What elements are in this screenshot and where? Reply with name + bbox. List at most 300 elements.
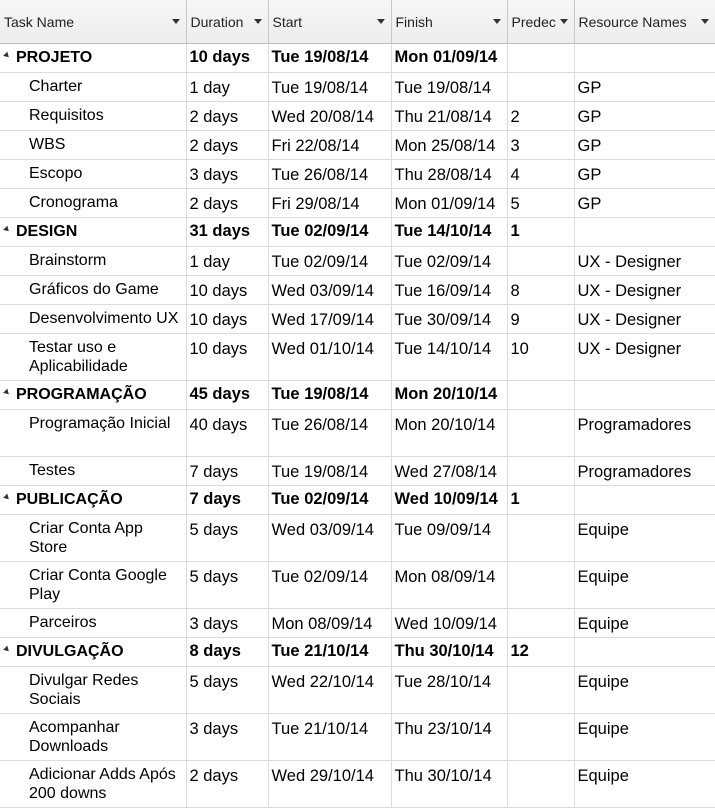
duration-cell[interactable]: [186, 44, 268, 73]
task-row[interactable]: [0, 189, 715, 218]
start-cell-text: Mon 08/09/14: [271, 615, 373, 633]
predecessors-cell-text: [511, 73, 571, 79]
duration-cell-text: 5 days: [189, 568, 239, 586]
finish-cell-text: Tue 14/10/14: [394, 340, 492, 358]
resource-names-cell-text: UX - Designer: [577, 253, 682, 271]
start-cell[interactable]: [268, 562, 391, 609]
task-rows: [0, 44, 715, 808]
task-name-text: Escopo: [29, 165, 83, 182]
resource-names-cell-text: Equipe: [577, 568, 629, 586]
duration-cell[interactable]: [186, 276, 268, 305]
predecessors-cell[interactable]: [507, 102, 574, 131]
start-cell[interactable]: [268, 334, 391, 381]
resource-names-cell[interactable]: [574, 761, 715, 808]
resource-names-cell-text: [578, 638, 712, 642]
task-name-cell[interactable]: [0, 276, 186, 305]
finish-cell-text: Tue 28/10/14: [394, 673, 492, 691]
start-cell[interactable]: [268, 410, 391, 457]
task-row[interactable]: [0, 457, 715, 486]
duration-cell-text: 10 days: [189, 311, 248, 329]
task-row[interactable]: [0, 102, 715, 131]
task-row[interactable]: [0, 410, 715, 457]
resource-names-cell[interactable]: [574, 714, 715, 761]
finish-cell-text: Wed 10/09/14: [394, 490, 498, 508]
predecessors-cell[interactable]: [507, 44, 574, 73]
chevron-down-icon[interactable]: [254, 19, 262, 24]
start-cell[interactable]: [268, 102, 391, 131]
task-row[interactable]: [0, 562, 715, 609]
start-cell-text: Wed 01/10/14: [271, 340, 374, 358]
resource-names-cell-text: UX - Designer: [577, 282, 682, 300]
predecessors-cell-text: 9: [510, 311, 520, 329]
finish-cell-text: Tue 16/09/14: [394, 282, 492, 300]
chevron-down-icon[interactable]: [493, 19, 501, 24]
predecessors-cell-text: [511, 761, 571, 767]
duration-cell[interactable]: [186, 457, 268, 486]
finish-cell[interactable]: [391, 334, 507, 381]
resource-names-cell[interactable]: [574, 189, 715, 218]
summary-task-row[interactable]: [0, 381, 715, 410]
finish-cell[interactable]: [391, 73, 507, 102]
predecessors-cell-text: [511, 247, 571, 253]
predecessors-cell[interactable]: [507, 276, 574, 305]
column-header-label: Duration: [190, 13, 244, 30]
task-name-cell[interactable]: [0, 410, 186, 457]
column-header-label: Predec: [511, 13, 556, 30]
start-cell[interactable]: [268, 73, 391, 102]
resource-names-cell-text: Equipe: [577, 767, 629, 785]
start-cell[interactable]: [268, 131, 391, 160]
finish-cell[interactable]: [391, 44, 507, 73]
collapse-toggle-icon[interactable]: [3, 646, 11, 654]
finish-cell[interactable]: [391, 247, 507, 276]
resource-names-cell[interactable]: [574, 609, 715, 638]
start-cell[interactable]: [268, 189, 391, 218]
start-cell[interactable]: [268, 44, 391, 73]
task-name-cell[interactable]: [0, 714, 186, 761]
task-name-text: Brainstorm: [29, 252, 107, 269]
resource-names-cell-text: [578, 486, 712, 490]
predecessors-cell[interactable]: [507, 714, 574, 761]
duration-cell[interactable]: [186, 102, 268, 131]
resource-names-cell[interactable]: [574, 160, 715, 189]
predecessors-cell-text: [511, 44, 571, 48]
predecessors-cell[interactable]: [507, 638, 574, 667]
task-name-text: Parceiros: [29, 614, 97, 631]
finish-cell[interactable]: [391, 486, 507, 515]
duration-cell-text: 31 days: [189, 222, 251, 240]
summary-task-row[interactable]: [0, 44, 715, 73]
predecessors-cell[interactable]: [507, 667, 574, 714]
start-cell-text: Fri 22/08/14: [271, 137, 360, 155]
column-header-resource-names[interactable]: [574, 0, 715, 44]
duration-cell-text: 3 days: [189, 615, 239, 633]
task-name-cell[interactable]: [0, 218, 186, 247]
duration-cell-text: 1 day: [189, 79, 230, 97]
start-cell[interactable]: [268, 714, 391, 761]
resource-names-cell[interactable]: [574, 44, 715, 73]
task-name-cell[interactable]: [0, 609, 186, 638]
predecessors-cell-text: 4: [510, 166, 520, 184]
duration-cell-text: 10 days: [189, 48, 251, 66]
start-cell[interactable]: [268, 638, 391, 667]
duration-cell[interactable]: [186, 714, 268, 761]
start-cell[interactable]: [268, 381, 391, 410]
finish-cell-text: Tue 30/09/14: [394, 311, 492, 329]
predecessors-cell-text: [511, 381, 571, 385]
duration-cell-text: 3 days: [189, 166, 239, 184]
resource-names-cell-text: Programadores: [577, 416, 692, 434]
duration-cell-text: 45 days: [189, 385, 251, 403]
task-name-cell[interactable]: [0, 562, 186, 609]
task-name-text: Requisitos: [29, 107, 104, 124]
column-header-predecessors[interactable]: [507, 0, 574, 44]
resource-names-cell-text: GP: [577, 166, 602, 184]
finish-cell[interactable]: [391, 457, 507, 486]
predecessors-cell-text: [511, 515, 571, 521]
task-row[interactable]: [0, 276, 715, 305]
task-name-cell[interactable]: [0, 44, 186, 73]
finish-cell[interactable]: [391, 102, 507, 131]
resource-names-cell-text: GP: [577, 195, 602, 213]
collapse-toggle-icon[interactable]: [3, 226, 11, 234]
predecessors-cell-text: [511, 457, 571, 463]
predecessors-cell[interactable]: [507, 189, 574, 218]
task-row[interactable]: [0, 334, 715, 381]
start-cell-text: Fri 29/08/14: [271, 195, 360, 213]
task-name-cell[interactable]: [0, 457, 186, 486]
task-row[interactable]: [0, 515, 715, 562]
task-name-cell[interactable]: [0, 334, 186, 381]
resource-names-cell-text: GP: [577, 79, 602, 97]
collapse-toggle-icon[interactable]: [3, 52, 11, 60]
start-cell-text: Tue 02/09/14: [271, 490, 369, 508]
predecessors-cell[interactable]: [507, 247, 574, 276]
task-name-cell[interactable]: [0, 638, 186, 667]
chevron-down-icon[interactable]: [172, 19, 180, 24]
finish-cell[interactable]: [391, 410, 507, 457]
column-header-start[interactable]: [268, 0, 391, 44]
duration-cell-text: 2 days: [189, 195, 239, 213]
duration-cell[interactable]: [186, 638, 268, 667]
predecessors-cell[interactable]: [507, 334, 574, 381]
task-name-text: DESIGN: [16, 223, 78, 240]
predecessors-cell[interactable]: [507, 457, 574, 486]
resource-names-cell-text: Programadores: [577, 463, 692, 481]
finish-cell-text: Wed 10/09/14: [394, 615, 497, 633]
task-name-cell[interactable]: [0, 486, 186, 515]
finish-cell[interactable]: [391, 381, 507, 410]
duration-cell[interactable]: [186, 73, 268, 102]
start-cell[interactable]: [268, 486, 391, 515]
duration-cell[interactable]: [186, 305, 268, 334]
task-name-text: WBS: [29, 136, 66, 153]
finish-cell-text: Tue 14/10/14: [394, 222, 492, 240]
task-row[interactable]: [0, 667, 715, 714]
duration-cell[interactable]: [186, 761, 268, 808]
task-row[interactable]: [0, 305, 715, 334]
duration-cell[interactable]: [186, 667, 268, 714]
finish-cell[interactable]: [391, 761, 507, 808]
start-cell[interactable]: [268, 457, 391, 486]
start-cell-text: Wed 20/08/14: [271, 108, 374, 126]
task-name-cell[interactable]: [0, 381, 186, 410]
predecessors-cell-text: [511, 410, 571, 416]
resource-names-cell[interactable]: [574, 638, 715, 667]
task-name-text: PUBLICAÇÃO: [16, 491, 123, 508]
predecessors-cell[interactable]: [507, 218, 574, 247]
finish-cell[interactable]: [391, 562, 507, 609]
start-cell-text: Tue 02/09/14: [271, 253, 369, 271]
task-row[interactable]: [0, 247, 715, 276]
finish-cell-text: Tue 02/09/14: [394, 253, 492, 271]
finish-cell-text: Mon 25/08/14: [394, 137, 496, 155]
resource-names-cell[interactable]: [574, 247, 715, 276]
resource-names-cell-text: Equipe: [577, 521, 629, 539]
column-header-label: Start: [272, 13, 303, 30]
start-cell-text: Tue 02/09/14: [271, 568, 369, 586]
task-row[interactable]: [0, 609, 715, 638]
duration-cell[interactable]: [186, 189, 268, 218]
column-header-finish[interactable]: [391, 0, 507, 44]
duration-cell-text: 2 days: [189, 767, 239, 785]
task-name-text: Acompanhar Downloads: [29, 719, 120, 755]
predecessors-cell[interactable]: [507, 131, 574, 160]
resource-names-cell[interactable]: [574, 73, 715, 102]
resource-names-cell-text: GP: [577, 137, 602, 155]
task-name-cell[interactable]: [0, 247, 186, 276]
summary-task-row[interactable]: [0, 218, 715, 247]
task-row[interactable]: [0, 131, 715, 160]
start-cell-text: Tue 21/10/14: [271, 720, 369, 738]
task-row[interactable]: [0, 761, 715, 808]
task-name-text: Desenvolvimento UX: [29, 310, 179, 327]
duration-cell[interactable]: [186, 562, 268, 609]
task-name-cell[interactable]: [0, 160, 186, 189]
predecessors-cell[interactable]: [507, 515, 574, 562]
predecessors-cell-text: [511, 562, 571, 568]
chevron-down-icon[interactable]: [701, 19, 709, 24]
start-cell-text: Wed 03/09/14: [271, 282, 374, 300]
predecessors-cell-text: 3: [510, 137, 520, 155]
finish-cell-text: Wed 27/08/14: [394, 463, 497, 481]
start-cell-text: Tue 19/08/14: [271, 463, 369, 481]
start-cell-text: Tue 02/09/14: [271, 222, 369, 240]
task-row[interactable]: [0, 160, 715, 189]
predecessors-cell-text: 8: [510, 282, 520, 300]
finish-cell-text: Mon 01/09/14: [394, 195, 496, 213]
finish-cell[interactable]: [391, 638, 507, 667]
duration-cell-text: 5 days: [189, 673, 239, 691]
task-name-cell[interactable]: [0, 102, 186, 131]
task-name-text: Criar Conta Google Play: [29, 567, 167, 603]
duration-cell[interactable]: [186, 334, 268, 381]
duration-cell-text: 10 days: [189, 340, 248, 358]
duration-cell[interactable]: [186, 247, 268, 276]
column-header-task-name[interactable]: [0, 0, 186, 44]
predecessors-cell[interactable]: [507, 73, 574, 102]
predecessors-cell[interactable]: [507, 486, 574, 515]
resource-names-cell[interactable]: [574, 486, 715, 515]
task-name-cell[interactable]: [0, 761, 186, 808]
task-name-cell[interactable]: [0, 305, 186, 334]
duration-cell-text: 8 days: [189, 642, 241, 660]
task-name-cell[interactable]: [0, 73, 186, 102]
start-cell-text: Tue 19/08/14: [271, 48, 369, 66]
predecessors-cell[interactable]: [507, 609, 574, 638]
resource-names-cell-text: UX - Designer: [577, 311, 682, 329]
predecessors-cell-text: 5: [510, 195, 520, 213]
start-cell[interactable]: [268, 609, 391, 638]
start-cell[interactable]: [268, 276, 391, 305]
finish-cell[interactable]: [391, 218, 507, 247]
task-row[interactable]: [0, 714, 715, 761]
finish-cell[interactable]: [391, 160, 507, 189]
predecessors-cell[interactable]: [507, 761, 574, 808]
resource-names-cell[interactable]: [574, 410, 715, 457]
resource-names-cell[interactable]: [574, 131, 715, 160]
task-name-text: Adicionar Adds Após 200 downs: [29, 766, 176, 802]
start-cell-text: Tue 26/08/14: [271, 166, 369, 184]
finish-cell-text: Mon 08/09/14: [394, 568, 496, 586]
duration-cell-text: 1 day: [189, 253, 230, 271]
resource-names-cell[interactable]: [574, 457, 715, 486]
task-row[interactable]: [0, 73, 715, 102]
finish-cell-text: Thu 23/10/14: [394, 720, 492, 738]
predecessors-cell-text: 2: [510, 108, 520, 126]
finish-cell-text: Mon 20/10/14: [394, 385, 498, 403]
finish-cell[interactable]: [391, 189, 507, 218]
finish-cell[interactable]: [391, 131, 507, 160]
task-name-text: PROGRAMAÇÃO: [16, 386, 147, 403]
duration-cell[interactable]: [186, 381, 268, 410]
resource-names-cell[interactable]: [574, 667, 715, 714]
duration-cell-text: 7 days: [189, 490, 241, 508]
predecessors-cell-text: 1: [510, 222, 520, 240]
resource-names-cell[interactable]: [574, 515, 715, 562]
duration-cell[interactable]: [186, 131, 268, 160]
predecessors-cell-text: 10: [510, 340, 529, 358]
column-header-label: Task Name: [4, 13, 75, 30]
predecessors-cell-text: 1: [510, 490, 520, 508]
duration-cell[interactable]: [186, 160, 268, 189]
finish-cell[interactable]: [391, 714, 507, 761]
start-cell-text: Wed 22/10/14: [271, 673, 374, 691]
finish-cell-text: Thu 30/10/14: [394, 642, 494, 660]
chevron-down-icon[interactable]: [377, 19, 385, 24]
finish-cell-text: Thu 28/08/14: [394, 166, 492, 184]
duration-cell-text: 10 days: [189, 282, 248, 300]
predecessors-cell[interactable]: [507, 305, 574, 334]
duration-cell-text: 2 days: [189, 137, 239, 155]
task-name-cell[interactable]: [0, 189, 186, 218]
duration-cell-text: 7 days: [189, 463, 239, 481]
duration-cell[interactable]: [186, 609, 268, 638]
resource-names-cell[interactable]: [574, 276, 715, 305]
finish-cell[interactable]: [391, 667, 507, 714]
finish-cell-text: Tue 09/09/14: [394, 521, 492, 539]
start-cell[interactable]: [268, 218, 391, 247]
column-header-label: Finish: [395, 13, 433, 30]
predecessors-cell-text: [511, 609, 571, 615]
summary-task-row[interactable]: [0, 486, 715, 515]
task-name-text: Divulgar Redes Sociais: [29, 672, 139, 708]
resource-names-cell[interactable]: [574, 381, 715, 410]
start-cell[interactable]: [268, 667, 391, 714]
duration-cell[interactable]: [186, 486, 268, 515]
task-name-cell[interactable]: [0, 667, 186, 714]
duration-cell[interactable]: [186, 218, 268, 247]
finish-cell-text: Mon 20/10/14: [394, 416, 496, 434]
task-name-cell[interactable]: [0, 131, 186, 160]
finish-cell-text: Mon 01/09/14: [394, 48, 498, 66]
resource-names-cell[interactable]: [574, 305, 715, 334]
finish-cell[interactable]: [391, 609, 507, 638]
task-name-text: Charter: [29, 78, 83, 95]
task-name-text: Cronograma: [29, 194, 118, 211]
resource-names-cell[interactable]: [574, 334, 715, 381]
start-cell-text: Tue 19/08/14: [271, 79, 369, 97]
predecessors-cell-text: [511, 667, 571, 673]
finish-cell-text: Thu 30/10/14: [394, 767, 492, 785]
task-name-cell[interactable]: [0, 515, 186, 562]
summary-task-row[interactable]: [0, 638, 715, 667]
start-cell-text: Wed 17/09/14: [271, 311, 374, 329]
duration-cell-text: 40 days: [189, 416, 248, 434]
resource-names-cell[interactable]: [574, 102, 715, 131]
predecessors-cell[interactable]: [507, 562, 574, 609]
resource-names-cell-text: UX - Designer: [577, 340, 682, 358]
start-cell[interactable]: [268, 305, 391, 334]
start-cell[interactable]: [268, 515, 391, 562]
resource-names-cell-text: Equipe: [577, 720, 629, 738]
start-cell-text: Tue 21/10/14: [271, 642, 369, 660]
resource-names-cell[interactable]: [574, 218, 715, 247]
column-header-row: [0, 0, 715, 44]
collapse-toggle-icon[interactable]: [3, 494, 11, 502]
finish-cell[interactable]: [391, 305, 507, 334]
predecessors-cell-text: 12: [510, 642, 529, 660]
duration-cell[interactable]: [186, 410, 268, 457]
collapse-toggle-icon[interactable]: [3, 389, 11, 397]
task-name-text: Testar uso e Aplicabilidade: [29, 339, 128, 375]
start-cell[interactable]: [268, 247, 391, 276]
start-cell-text: Tue 26/08/14: [271, 416, 369, 434]
task-name-text: Gráficos do Game: [29, 281, 159, 298]
finish-cell[interactable]: [391, 276, 507, 305]
predecessors-cell[interactable]: [507, 160, 574, 189]
resource-names-cell[interactable]: [574, 562, 715, 609]
chevron-down-icon[interactable]: [560, 19, 568, 24]
start-cell-text: Wed 29/10/14: [271, 767, 374, 785]
task-name-text: Programação Inicial: [29, 415, 171, 432]
duration-cell[interactable]: [186, 515, 268, 562]
start-cell[interactable]: [268, 160, 391, 189]
task-name-text: DIVULGAÇÃO: [16, 643, 124, 660]
resource-names-cell-text: Equipe: [577, 673, 629, 691]
start-cell[interactable]: [268, 761, 391, 808]
start-cell-text: Wed 03/09/14: [271, 521, 374, 539]
duration-cell-text: 3 days: [189, 720, 239, 738]
predecessors-cell[interactable]: [507, 381, 574, 410]
resource-names-cell-text: [578, 218, 712, 222]
column-header-duration[interactable]: [186, 0, 268, 44]
task-name-text: PROJETO: [16, 49, 93, 66]
predecessors-cell-text: [511, 714, 571, 720]
finish-cell[interactable]: [391, 515, 507, 562]
predecessors-cell[interactable]: [507, 410, 574, 457]
finish-cell-text: Tue 19/08/14: [394, 79, 492, 97]
